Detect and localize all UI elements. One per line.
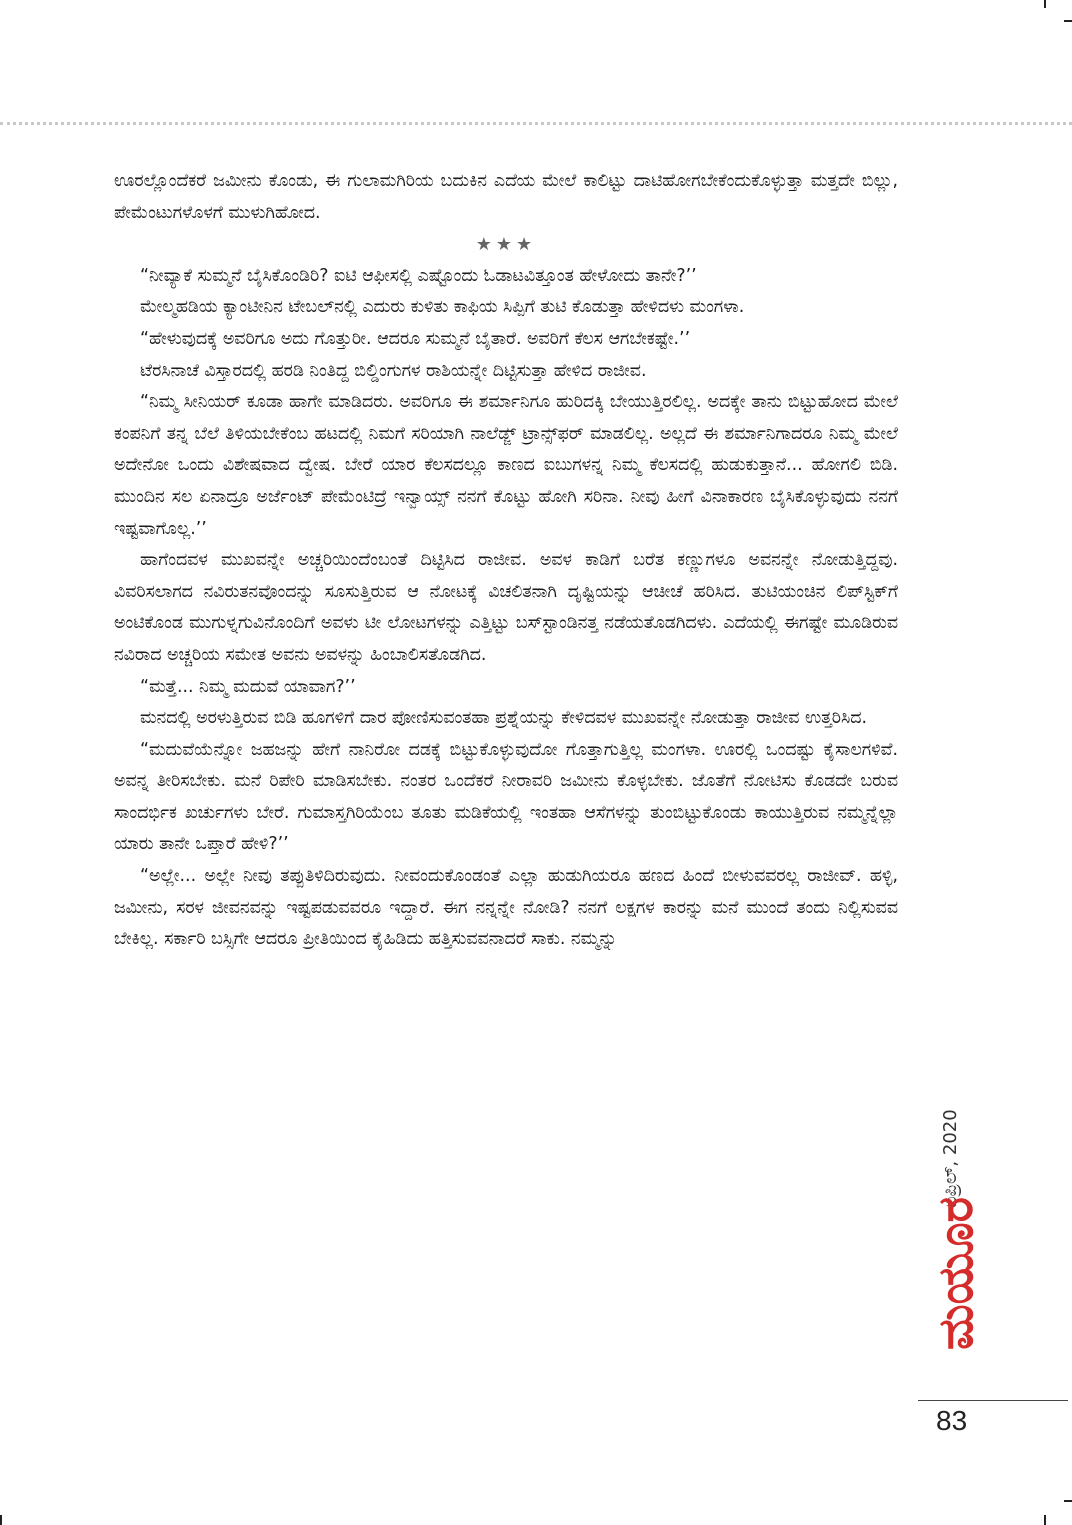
paragraph: “ಮದುವೆಯೆನ್ನೋ ಜಹಜನ್ನು ಹೇಗೆ ನಾನಿರೋ ದಡಕ್ಕೆ ಬಿಟ್ಟುಕೊಳ್ಳುವುದೋ ಗೊತ್ತಾಗುತ್ತಿಲ್ಲ ಮಂಗಳಾ. ಊರಲ್ಲಿ ಒಂದಷ್ಟು ಕೈಸಾಲಗಳಿವೆ. ಅವನ್ನ ತೀರಿಸಬೇಕು. ಮನೆ ರಿಪೇರಿ ಮಾಡಿಸಬೇಕು. ನಂತರ ಒಂದೆಕರೆ ನೀರಾವರಿ ಜಮೀನು ಕೊಳ್ಳಬೇಕು. ಜೊತೆಗೆ ನೋಟಿಸು ಕೊಡದೇ ಬರುವ ಸಾಂದರ್ಭಿಕ ಖರ್ಚುಗಳು ಬೇರೆ. ಗುಮಾಸ್ತಗಿರಿಯೆಂಬ ತೂತು ಮಡಿಕೆಯಲ್ಲಿ ಇಂತಹಾ ಆಸೆಗಳನ್ನು ತುಂಬಿಟ್ಟುಕೊಂಡು ಕಾಯುತ್ತಿರುವ ನಮ್ಮನ್ನೆಲ್ಲಾ ಯಾರು ತಾನೇ ಒಪ್ತಾರೆ ಹೇಳಿ?’’ (114, 739, 898, 855)
issue-date: ಏಪ್ರಿಲ್, 2020 (940, 1109, 961, 1208)
paragraph: ಮೇಲ್ಮಹಡಿಯ ಕ್ಯಾಂಟೀನಿನ ಟೇಬಲ್‌ನಲ್ಲಿ ಎದುರು ಕುಳಿತು ಕಾಫಿಯ ಸಿಪ್ಪಿಗೆ ತುಟಿ ಕೊಡುತ್ತಾ ಹೇಳಿದಳು ಮಂಗಳಾ. (140, 297, 745, 318)
crop-mark (1064, 1500, 1072, 1502)
magazine-logo: ಮಯೂರ (928, 1196, 984, 1350)
paragraph: ಹಾಗೆಂದವಳ ಮುಖವನ್ನೇ ಅಚ್ಚರಿಯಿಂದೆಂಬಂತೆ ದಿಟ್ಟಿಸಿದ ರಾಜೀವ. ಅವಳ ಕಾಡಿಗೆ ಬರೆತ ಕಣ್ಣುಗಳೂ ಅವನನ್ನೇ ನೋಡುತ್ತಿದ್ದವು. ವಿವರಿಸಲಾಗದ ನವಿರುತನವೊಂದನ್ನು ಸೂಸುತ್ತಿರುವ ಆ ನೋಟಕ್ಕೆ ವಿಚಲಿತನಾಗಿ ದೃಷ್ಟಿಯನ್ನು ಆಚೀಚೆ ಹರಿಸಿದ. ತುಟಿಯಂಚಿನ ಲಿಪ್‌ಸ್ಟಿಕ್‌ಗೆ ಅಂಟಿಕೊಂಡ ಮುಗುಳ್ನಗುವಿನೊಂದಿಗೆ ಅವಳು ಟೀ ಲೋಟಗಳನ್ನು ಎತ್ತಿಟ್ಟು ಬಸ್‌ಸ್ಟಾಂಡಿನತ್ತ ನಡೆಯತೊಡಗಿದಳು. ಎದೆಯಲ್ಲಿ ಈಗಷ್ಟೇ ಮೂಡಿರುವ ನವಿರಾದ ಅಚ್ಚರಿಯ ಸಮೇತ ಅವನು ಅವಳನ್ನು ಹಿಂಬಾಲಿಸತೊಡಗಿದ. (114, 550, 898, 665)
paragraph: “ಮತ್ತೆ... ನಿಮ್ಮ ಮದುವೆ ಯಾವಾಗ?’’ (140, 676, 356, 697)
paragraph: “ನಿಮ್ಮ ಸೀನಿಯರ್ ಕೂಡಾ ಹಾಗೇ ಮಾಡಿದರು. ಅವರಿಗೂ ಈ ಶರ್ಮಾನಿಗೂ ಹುರಿದಕ್ಕಿ ಬೇಯುತ್ತಿರಲಿಲ್ಲ. ಅದಕ್ಕೇ ತಾನು ಬಿಟ್ಟುಹೋದ ಮೇಲೆ ಕಂಪನಿಗೆ ತನ್ನ ಬೆಲೆ ತಿಳಿಯಬೇಕೆಂಬ ಹಟದಲ್ಲಿ ನಿಮಗೆ ಸರಿಯಾಗಿ ನಾಲೆಡ್ಜ್ ಟ್ರಾನ್ಸ್‌ಫರ್ ಮಾಡಲಿಲ್ಲ. ಅಲ್ಲದೆ ಈ ಶರ್ಮಾನಿಗಾದರೂ ನಿಮ್ಮ ಮೇಲೆ ಅದೇನೋ ಒಂದು ವಿಶೇಷವಾದ ದ್ವೇಷ. ಬೇರೆ ಯಾರ ಕೆಲಸದಲ್ಲೂ ಕಾಣದ ಐಬುಗಳನ್ನ ನಿಮ್ಮ ಕೆಲಸದಲ್ಲಿ ಹುಡುಕುತ್ತಾನೆ... ಹೋಗಲಿ ಬಿಡಿ. ಮುಂದಿನ ಸಲ ಏನಾದ್ರೂ ಅರ್ಜೆಂಟ್ ಪೇಮೆಂಟಿದ್ರೆ ಇನ್ವಾಯ್ಸ್ ನನಗೆ ಕೊಟ್ಟು ಹೋಗಿ ಸರಿನಾ. ನೀವು ಹೀಗೆ ವಿನಾಕಾರಣ ಬೈಸಿಕೊಳ್ಳುವುದು ನನಗೆ ಇಷ್ಟವಾಗೊಲ್ಲ.’’ (114, 392, 898, 539)
header-dotted-rule (0, 122, 1072, 125)
crop-mark (0, 1515, 2, 1525)
crop-mark (1044, 1515, 1046, 1525)
crop-mark (1064, 20, 1072, 22)
paragraph: “ನೀವ್ಯಾಕೆ ಸುಮ್ಮನೆ ಬೈಸಿಕೊಂಡಿರಿ? ಐಟಿ ಆಫೀಸಲ್ಲಿ ಎಷ್ಟೊಂದು ಓಡಾಟವಿತ್ತೂಂತ ಹೇಳೋದು ತಾನೇ?’’ (140, 265, 697, 286)
paragraph: ಟೆರಸಿನಾಚೆ ವಿಸ್ತಾರದಲ್ಲಿ ಹರಡಿ ನಿಂತಿದ್ದ ಬಿಲ್ಡಿಂಗುಗಳ ರಾಶಿಯನ್ನೇ ದಿಟ್ಟಿಸುತ್ತಾ ಹೇಳಿದ ರಾಜೀವ. (140, 360, 647, 381)
paragraph: ಊರಲ್ಲೊಂದೆಕರೆ ಜಮೀನು ಕೊಂಡು, ಈ ಗುಲಾಮಗಿರಿಯ ಬದುಕಿನ ಎದೆಯ ಮೇಲೆ ಕಾಲಿಟ್ಟು ದಾಟಿಹೋಗಬೇಕೆಂದುಕೊಳ್ಳುತ್ತಾ ಮತ್ತದೇ ಬಿಲ್ಲು, ಪೇಮೆಂಟುಗಳೊಳಗೆ ಮುಳುಗಿಹೋದ. (114, 171, 898, 223)
section-break-stars: ★★★ (475, 234, 537, 256)
folio-rule (918, 1400, 1068, 1401)
paragraph: ಮನದಲ್ಲಿ ಅರಳುತ್ತಿರುವ ಬಿಡಿ ಹೂಗಳಿಗೆ ದಾರ ಪೋಣಿಸುವಂತಹಾ ಪ್ರಶ್ನೆಯನ್ನು ಕೇಳಿದವಳ ಮುಖವನ್ನೇ ನೋಡುತ್ತಾ ರಾಜೀವ ಉತ್ತರಿಸಿದ. (140, 708, 867, 729)
paragraph: “ಅಲ್ಲೇ... ಅಲ್ಲೇ ನೀವು ತಪ್ಪುತಿಳಿದಿರುವುದು. ನೀವಂದುಕೊಂಡಂತೆ ಎಲ್ಲಾ ಹುಡುಗಿಯರೂ ಹಣದ ಹಿಂದೆ ಬೀಳುವವರಲ್ಲ ರಾಜೀವ್. ಹಳ್ಳಿ, ಜಮೀನು, ಸರಳ ಜೀವನವನ್ನು ಇಷ್ಟಪಡುವವರೂ ಇದ್ದಾರೆ. ಈಗ ನನ್ನನ್ನೇ ನೋಡಿ? ನನಗೆ ಲಕ್ಷಗಳ ಕಾರನ್ನು ಮನೆ ಮುಂದೆ ತಂದು ನಿಲ್ಲಿಸುವವ ಬೇಕಿಲ್ಲ. ಸರ್ಕಾರಿ ಬಸ್ಸಿಗೇ ಆದರೂ ಪ್ರೀತಿಯಿಂದ ಕೈಹಿಡಿದು ಹತ್ತಿಸುವವನಾದರೆ ಸಾಕು. ನಮ್ಮನ್ನು (114, 866, 898, 950)
page-number: 83 (936, 1405, 968, 1436)
article-body (114, 166, 898, 956)
paragraph: “ಹೇಳುವುದಕ್ಕೆ ಅವರಿಗೂ ಅದು ಗೊತ್ತುರೀ. ಆದರೂ ಸುಮ್ಮನೆ ಬೈತಾರೆ. ಅವರಿಗೆ ಕೆಲಸ ಆಗಬೇಕಷ್ಟೇ.’’ (140, 328, 691, 349)
crop-mark (1044, 0, 1046, 8)
